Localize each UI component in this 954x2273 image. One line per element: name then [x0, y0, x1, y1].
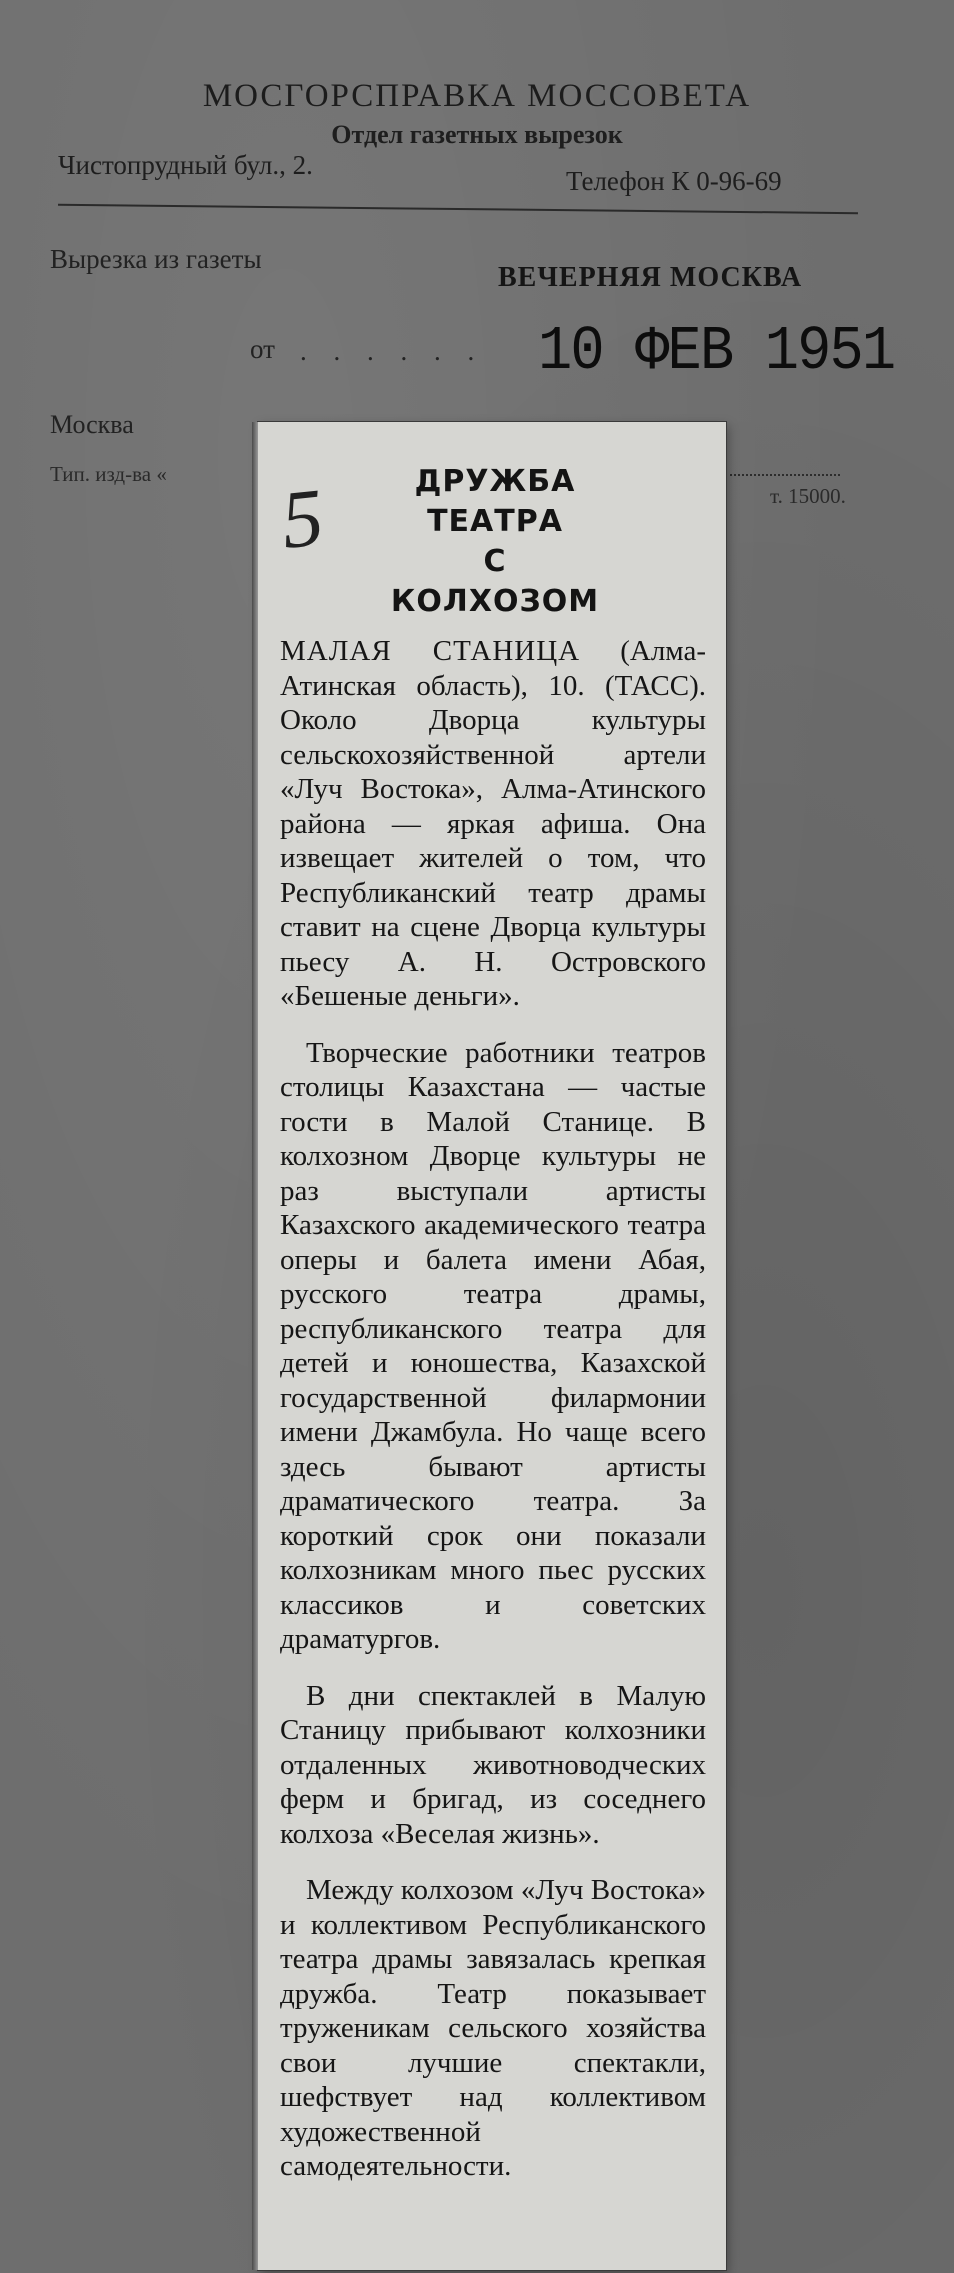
organization-header: МОСГОРСПРАВКА МОССОВЕТА — [202, 78, 752, 114]
dateline: МАЛАЯ СТАНИЦА — [280, 635, 581, 667]
clipping-edge — [252, 422, 258, 2270]
article-paragraph — [280, 634, 706, 1014]
article-paragraph — [280, 1873, 706, 2184]
headline-line: ТЕАТРА — [427, 504, 563, 539]
paragraph-text: В дни спектаклей в Малую Станицу прибывают колхозники отдаленных животноводческих ферм и бригад, из соседнего колхоза «Веселая жизнь». — [280, 1679, 706, 1850]
header-divider — [58, 204, 858, 214]
city-label: Москва — [50, 410, 134, 439]
headline-line: С КОЛХОЗОМ — [390, 544, 600, 619]
article-paragraph — [280, 1679, 706, 1852]
department-header: Отдел газетных вырезок — [331, 120, 623, 149]
date-label: от — [250, 334, 275, 364]
newspaper-clipping — [258, 422, 726, 2270]
dotted-line — [730, 474, 840, 476]
article-headline — [380, 462, 610, 622]
date-stamp: 10 ФЕВ 1951 — [538, 316, 895, 387]
paragraph-text: (Алма-Атинская область), 10. (ТАСС). Около Дворца культуры сельскохозяйственной артели «Луч Востока», Алма-Атинского района — яркая афиша. Она извещает жителей о том, что Республиканский театр драмы ставит на сцене Дворца культуры пьесу А. Н. Островского «Бешеные деньги». — [280, 635, 706, 1012]
article-paragraph — [280, 1036, 706, 1657]
handwritten-number: 5 — [277, 471, 328, 566]
phone-text: Телефон К 0-96-69 — [566, 166, 782, 196]
article-body — [280, 634, 706, 2184]
clipping-label: Вырезка из газеты — [50, 244, 262, 274]
paragraph-text: Творческие работники театров столицы Казахстана — частые гости в Малой Станице. В колхозном Дворце культуры не раз выступали артисты Казахского академического театра оперы и балета имени Абая, русского театра драмы, республиканского театра для детей и юношества, Казахской государственной филармонии имени Джамбула. Но чаще всего здесь бывают артисты драматического театра. За короткий срок они показали колхозникам много пьес русских классиков и советских драматургов. — [280, 1036, 706, 1655]
print-info: Тип. изд-ва « — [50, 462, 167, 486]
circulation-text: т. 15000. — [770, 484, 846, 508]
address-text: Чистопрудный бул., 2. — [58, 150, 313, 180]
newspaper-name: ВЕЧЕРНЯЯ МОСКВА — [498, 262, 803, 293]
headline-line: ДРУЖБА — [414, 464, 576, 499]
date-dots: . . . . . . — [300, 336, 485, 366]
paragraph-text: Между колхозом «Луч Востока» и коллективом Республиканского театра драмы завязалась крепкая дружба. Театр показывает труженикам сельского хозяйства свои лучшие спектакли, шефствует над коллективом художественной самодеятельности. — [280, 1874, 706, 2182]
